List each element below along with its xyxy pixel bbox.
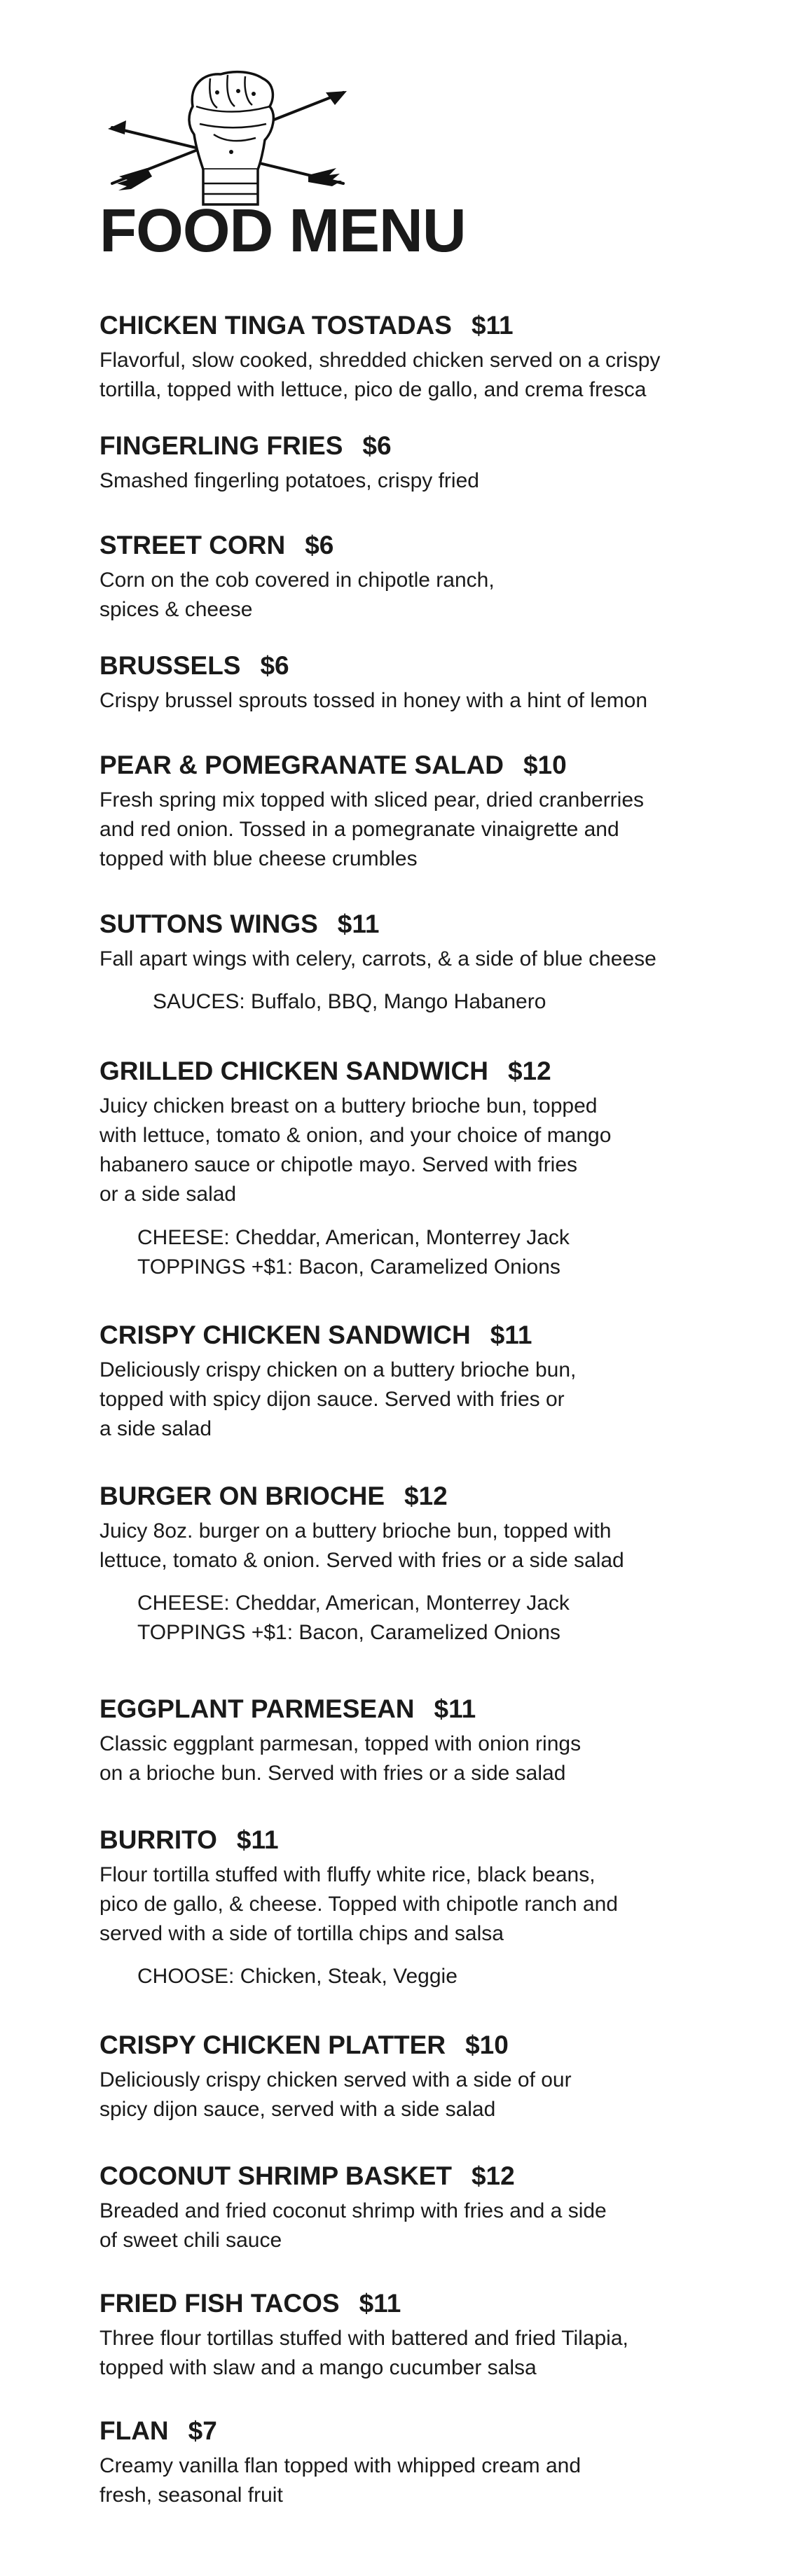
menu-item-price: $10: [523, 751, 567, 779]
menu-item-description: Three flour tortillas stuffed with battered and fried Tilapia, topped with slaw and a mango cucumber salsa: [99, 2327, 628, 2379]
menu-item-price: $11: [337, 910, 380, 938]
menu-item-description: Breaded and fried coconut shrimp with fries and a side of sweet chili sauce: [99, 2199, 607, 2252]
menu-item-name: BRUSSELS: [99, 651, 241, 680]
menu-item-price: $12: [471, 2161, 515, 2190]
menu-item-description: Flour tortilla stuffed with fluffy white rice, black beans, pico de gallo, & cheese. Topped with chipotle ranch and served with a side of tortilla chips and salsa: [99, 1863, 618, 1945]
menu-item-price: $11: [471, 311, 514, 340]
menu-item-heading: [99, 309, 709, 342]
menu-item: [99, 430, 709, 496]
menu-item-heading: [99, 650, 709, 682]
menu-item-price: $6: [260, 651, 289, 680]
menu-item-description: Smashed fingerling potatoes, crispy fried: [99, 469, 479, 492]
menu-item: [99, 1055, 709, 1279]
menu-item-heading: [99, 1055, 709, 1087]
menu-item-name: FINGERLING FRIES: [99, 431, 343, 460]
menu-item: [99, 1693, 709, 1788]
menu-item: [99, 1824, 709, 1988]
menu-item-heading: [99, 529, 709, 562]
menu-item-price: $12: [507, 1057, 551, 1085]
menu-item-heading: [99, 1693, 709, 1725]
menu-item: [99, 1480, 709, 1644]
menu-item-description: Corn on the cob covered in chipotle ranch, spices & cheese: [99, 569, 495, 621]
menu-item-price: $11: [236, 1825, 279, 1854]
menu-item-price: $11: [434, 1694, 476, 1723]
menu-item-name: GRILLED CHICKEN SANDWICH: [99, 1057, 488, 1085]
menu-item-name: CRISPY CHICKEN PLATTER: [99, 2031, 446, 2059]
menu-item-description: Creamy vanilla flan topped with whipped cream and fresh, seasonal fruit: [99, 2454, 582, 2507]
menu-item-price: $12: [404, 1482, 448, 1510]
menu-item-description: Flavorful, slow cooked, shredded chicken served on a crispy tortilla, topped with lettuce, pico de gallo, and crema fresca: [99, 349, 661, 401]
menu-item: [99, 749, 709, 874]
menu-item-price: $6: [305, 531, 334, 559]
menu-item-name: BURRITO: [99, 1825, 217, 1854]
menu-item-price: $11: [490, 1321, 532, 1349]
menu-item-description: Deliciously crispy chicken on a buttery brioche bun, topped with spicy dijon sauce. Served with fries or a side salad: [99, 1358, 577, 1440]
menu-item: [99, 529, 709, 625]
menu-item: [99, 1319, 709, 1444]
menu-item-heading: [99, 1824, 709, 1856]
menu-item: [99, 2288, 709, 2383]
menu-item-name: BURGER ON BRIOCHE: [99, 1482, 385, 1510]
page-title: FOOD MENU: [99, 197, 466, 265]
menu-item-price: $11: [359, 2289, 401, 2318]
menu-item-description: Fall apart wings with celery, carrots, & a side of blue cheese: [99, 947, 656, 970]
menu-item-heading: [99, 2288, 709, 2320]
menu-item: [99, 650, 709, 716]
menu-item-heading: [99, 2029, 709, 2061]
menu-item-description: Classic eggplant parmesan, topped with onion rings on a brioche bun. Served with fries or a side salad: [99, 1732, 582, 1785]
menu-item-name: COCONUT SHRIMP BASKET: [99, 2161, 452, 2190]
menu-item: [99, 2029, 709, 2124]
menu-item-description: Juicy 8oz. burger on a buttery brioche bun, topped with lettuce, tomato & onion. Served with fries or a side salad: [99, 1519, 624, 1572]
menu-item-name: SUTTONS WINGS: [99, 910, 318, 938]
menu-item-heading: [99, 2415, 709, 2447]
menu-item-name: EGGPLANT PARMESEAN: [99, 1694, 415, 1723]
menu-item-options: CHEESE: Cheddar, American, Monterrey Jack TOPPINGS +$1: Bacon, Caramelized Onions: [137, 1226, 570, 1279]
menu-item-description: Crispy brussel sprouts tossed in honey with a hint of lemon: [99, 689, 648, 712]
menu-item-price: $7: [188, 2416, 217, 2445]
menu-item-heading: [99, 1480, 709, 1512]
menu-item-name: STREET CORN: [99, 531, 286, 559]
menu-item-name: FLAN: [99, 2416, 169, 2445]
menu-item-heading: [99, 749, 709, 781]
menu-item-heading: [99, 1319, 709, 1351]
menu-item-name: FRIED FISH TACOS: [99, 2289, 340, 2318]
menu-item-description: Juicy chicken breast on a buttery brioche bun, topped with lettuce, tomato & onion, and your choice of mango habanero sauce or chipotle mayo. Served with fries or a side salad: [99, 1094, 612, 1206]
menu-item-description: Deliciously crispy chicken served with a side of our spicy dijon sauce, served with a side salad: [99, 2068, 572, 2121]
menu-item-options: SAUCES: Buffalo, BBQ, Mango Habanero: [153, 990, 546, 1013]
menu-item: [99, 309, 709, 405]
menu-item-price: $10: [465, 2031, 509, 2059]
menu-item-name: CHICKEN TINGA TOSTADAS: [99, 311, 452, 340]
menu-item-heading: [99, 908, 709, 940]
menu-item-heading: [99, 2160, 709, 2192]
menu-item-name: CRISPY CHICKEN SANDWICH: [99, 1321, 471, 1349]
menu-item: [99, 908, 709, 1013]
menu-item-name: PEAR & POMEGRANATE SALAD: [99, 751, 504, 779]
menu-item-description: Fresh spring mix topped with sliced pear, dried cranberries and red onion. Tossed in a pomegranate vinaigrette and topped with blue cheese crumbles: [99, 788, 645, 870]
menu-item-options: CHOOSE: Chicken, Steak, Veggie: [137, 1965, 458, 1988]
menu-item-options: CHEESE: Cheddar, American, Monterrey Jack TOPPINGS +$1: Bacon, Caramelized Onions: [137, 1592, 570, 1644]
menu-item: [99, 2160, 709, 2255]
menu-item-heading: [99, 430, 709, 462]
menu-item-price: $6: [362, 431, 392, 460]
menu-item: [99, 2415, 709, 2510]
